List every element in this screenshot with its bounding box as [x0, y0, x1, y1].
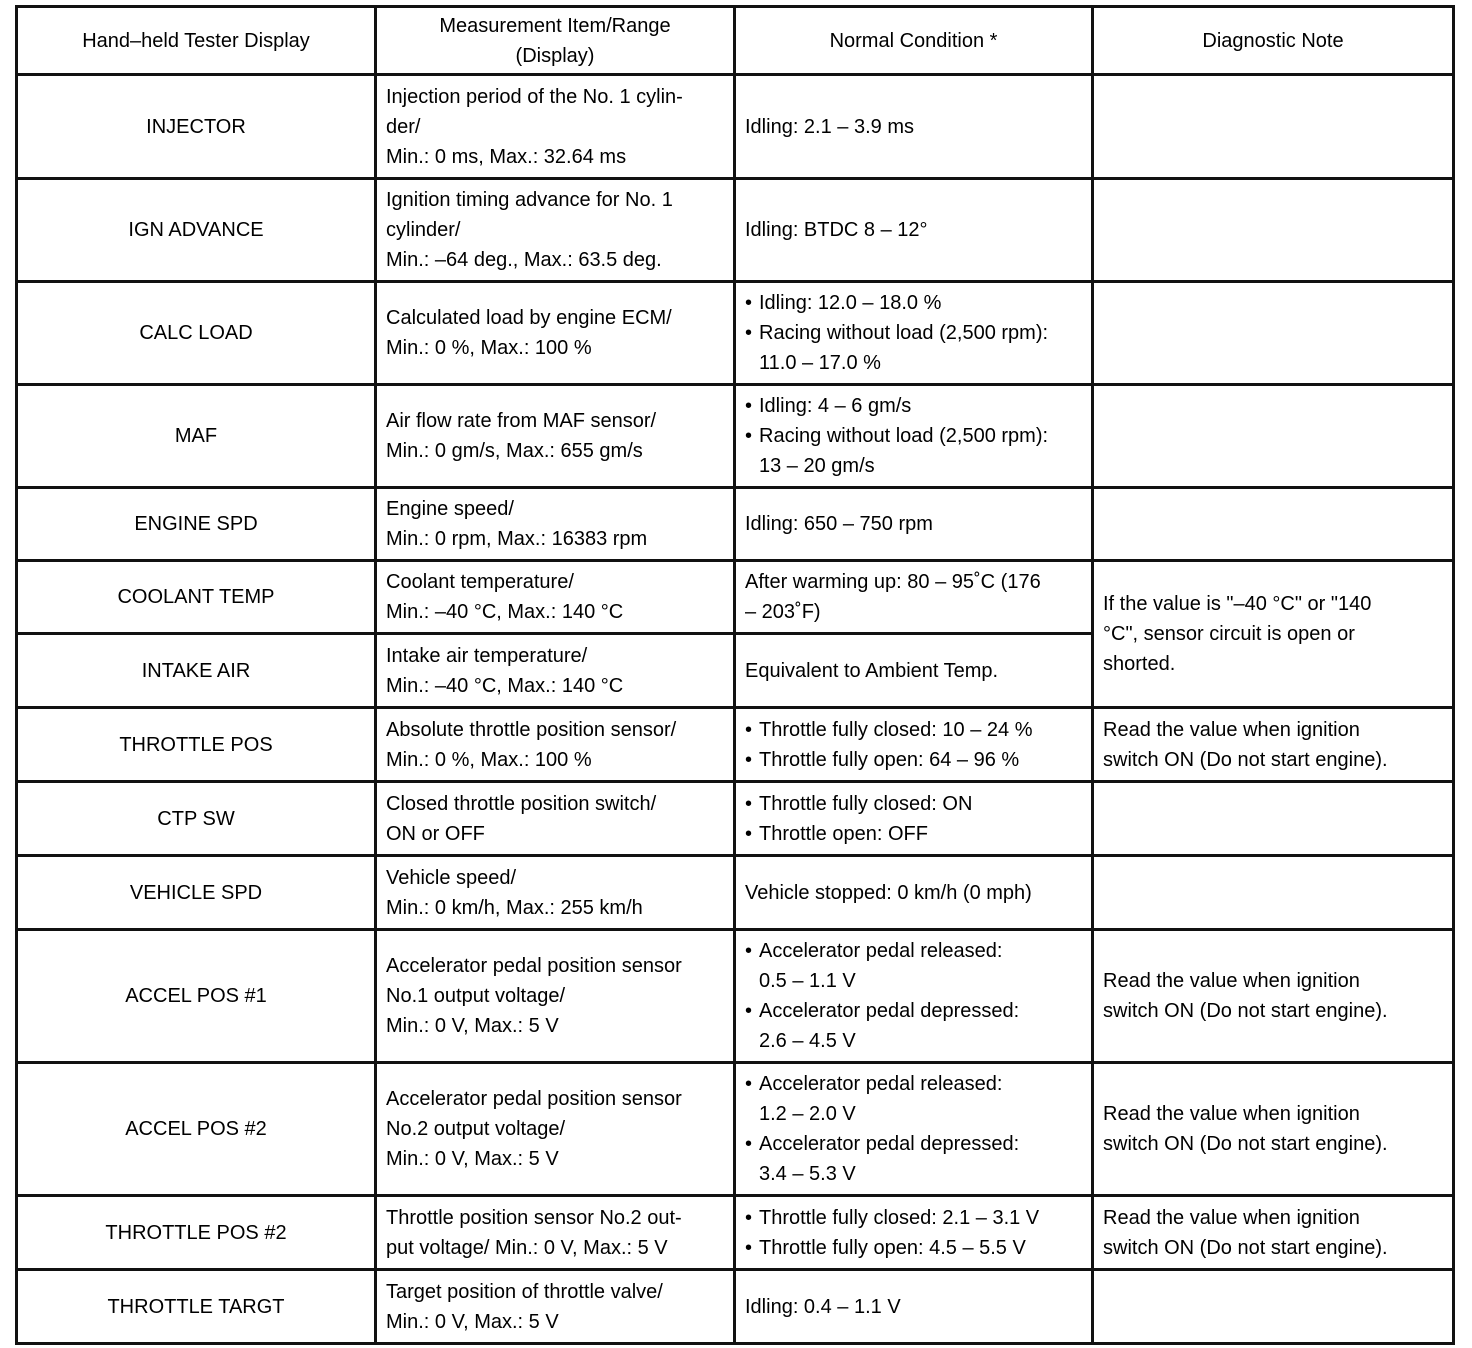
table-row [17, 856, 1454, 930]
range-line: Closed throttle position switch/ [386, 792, 657, 815]
diagnostic-note-cell [1093, 75, 1454, 179]
diagnostic-note-cell [1093, 708, 1454, 782]
bullet-item: • Throttle open: OFF [745, 819, 1082, 849]
diagnostic-note-cell [1093, 179, 1454, 282]
range-line: Min.: 0 km/h, Max.: 255 km/h [386, 896, 643, 919]
normal-condition-cell [735, 708, 1093, 782]
normal-condition-cell [735, 75, 1093, 179]
range-line: Min.: –64 deg., Max.: 63.5 deg. [386, 249, 662, 271]
header-tester-display: Hand–held Tester Display [17, 7, 376, 75]
tester-display-cell: CALC LOAD [17, 282, 376, 385]
measurement-range-cell [376, 782, 735, 856]
table-row [17, 488, 1454, 561]
bullet-item: • Accelerator pedal depressed: [745, 996, 1082, 1026]
range-line: Ignition timing advance for No. 1 [386, 189, 673, 211]
range-line: No.2 output voltage/ [386, 1118, 566, 1140]
range-line: Min.: –40 °C, Max.: 140 °C [386, 601, 624, 623]
diagnostic-note-cell [1093, 488, 1454, 561]
range-line: Min.: 0 V, Max.: 5 V [386, 1310, 559, 1333]
table-row [17, 782, 1454, 856]
note-line: Read the value when ignition [1103, 970, 1360, 992]
range-line: Target position of throttle valve/ [386, 1280, 663, 1303]
diagnostic-note-cell [1093, 282, 1454, 385]
table-row [17, 385, 1454, 488]
range-line: Accelerator pedal position sensor [386, 1088, 682, 1110]
table-row [17, 930, 1454, 1063]
measurement-range-cell [376, 856, 735, 930]
tester-display-cell: VEHICLE SPD [17, 856, 376, 930]
diagnostic-note-cell [1093, 385, 1454, 488]
tester-display-cell: ENGINE SPD [17, 488, 376, 561]
range-line: cylinder/ [386, 219, 461, 241]
bullet-item: • Throttle fully open: 64 – 96 % [745, 745, 1082, 775]
bullet-item: • Accelerator pedal released: [745, 1069, 1082, 1099]
note-line: shorted. [1103, 653, 1176, 675]
tester-display-cell: COOLANT TEMP [17, 561, 376, 634]
note-line: °C", sensor circuit is open or [1103, 623, 1355, 645]
note-line: switch ON (Do not start engine). [1103, 1133, 1388, 1155]
range-line: Air flow rate from MAF sensor/ [386, 410, 657, 432]
diagnostic-note-cell [1093, 1270, 1454, 1344]
bullet-item: • Idling: 12.0 – 18.0 % [745, 288, 1082, 318]
normal-line: Idling: 650 – 750 rpm [745, 513, 933, 535]
measurement-range-cell [376, 488, 735, 561]
range-line: ON or OFF [386, 822, 485, 845]
range-line: Min.: 0 rpm, Max.: 16383 rpm [386, 528, 648, 550]
range-line: No.1 output voltage/ [386, 985, 566, 1007]
table-row [17, 1270, 1454, 1344]
measurement-range-cell [376, 1063, 735, 1196]
measurement-range-cell [376, 385, 735, 488]
tester-display-cell: ACCEL POS #2 [17, 1063, 376, 1196]
note-line: Read the value when ignition [1103, 1206, 1360, 1229]
data-monitor-table [15, 5, 1455, 1345]
measurement-range-cell [376, 75, 735, 179]
range-line: put voltage/ Min.: 0 V, Max.: 5 V [386, 1236, 668, 1259]
diagnostic-note-cell [1093, 1196, 1454, 1270]
bullet-item: • Racing without load (2,500 rpm): [745, 318, 1082, 348]
measurement-range-cell [376, 1196, 735, 1270]
header-row [17, 7, 1454, 75]
range-line: Min.: 0 %, Max.: 100 % [386, 337, 592, 359]
bullet-item: • Accelerator pedal released: [745, 936, 1082, 966]
bullet-item: • Idling: 4 – 6 gm/s [745, 391, 1082, 421]
table-row [17, 708, 1454, 782]
range-line: Coolant temperature/ [386, 571, 574, 593]
range-line: Absolute throttle position sensor/ [386, 718, 677, 741]
note-line: Read the value when ignition [1103, 718, 1360, 741]
note-line: switch ON (Do not start engine). [1103, 1236, 1388, 1259]
range-line: Vehicle speed/ [386, 866, 517, 889]
range-line: Throttle position sensor No.2 out- [386, 1206, 682, 1229]
range-line: Intake air temperature/ [386, 644, 588, 667]
note-line: switch ON (Do not start engine). [1103, 1000, 1388, 1022]
range-line: Min.: 0 gm/s, Max.: 655 gm/s [386, 440, 643, 462]
normal-condition-cell [735, 488, 1093, 561]
range-line: Min.: –40 °C, Max.: 140 °C [386, 674, 624, 697]
normal-line: Idling: 2.1 – 3.9 ms [745, 115, 914, 138]
tester-display-cell: THROTTLE POS [17, 708, 376, 782]
normal-condition-cell [735, 385, 1093, 488]
normal-condition-cell [735, 634, 1093, 708]
bullet-item: • Throttle fully open: 4.5 – 5.5 V [745, 1233, 1082, 1263]
header-range-line: Measurement Item/Range [439, 14, 671, 37]
bullet-continuation: 11.0 – 17.0 % [759, 352, 881, 374]
range-line: der/ [386, 115, 421, 138]
normal-condition-cell [735, 1196, 1093, 1270]
range-line: Calculated load by engine ECM/ [386, 307, 672, 329]
tester-display-cell: INJECTOR [17, 75, 376, 179]
table-row [17, 75, 1454, 179]
table-row [17, 1063, 1454, 1196]
bullet-item: • Throttle fully closed: ON [745, 789, 1082, 819]
measurement-range-cell [376, 179, 735, 282]
table-row [17, 282, 1454, 385]
header-diagnostic-note: Diagnostic Note [1093, 7, 1454, 75]
normal-condition-cell [735, 1063, 1093, 1196]
normal-condition-cell [735, 561, 1093, 634]
diagnostic-note-cell [1093, 561, 1454, 708]
bullet-item: • Throttle fully closed: 2.1 – 3.1 V [745, 1203, 1082, 1233]
bullet-continuation: 1.2 – 2.0 V [759, 1103, 856, 1125]
measurement-range-cell [376, 708, 735, 782]
note-line: Read the value when ignition [1103, 1103, 1360, 1125]
bullet-item: • Throttle fully closed: 10 – 24 % [745, 715, 1082, 745]
diagnostic-note-cell [1093, 1063, 1454, 1196]
table-row [17, 1196, 1454, 1270]
normal-line: Equivalent to Ambient Temp. [745, 659, 999, 682]
normal-line: Vehicle stopped: 0 km/h (0 mph) [745, 881, 1032, 904]
range-line: Min.: 0 ms, Max.: 32.64 ms [386, 145, 627, 168]
tester-display-cell: ACCEL POS #1 [17, 930, 376, 1063]
header-range-line: (Display) [515, 44, 595, 67]
bullet-item: • Racing without load (2,500 rpm): [745, 421, 1082, 451]
range-line: Min.: 0 %, Max.: 100 % [386, 748, 592, 771]
normal-condition-cell [735, 930, 1093, 1063]
header-normal-condition: Normal Condition * [735, 7, 1093, 75]
measurement-range-cell [376, 634, 735, 708]
range-line: Injection period of the No. 1 cylin- [386, 85, 683, 108]
bullet-continuation: 3.4 – 5.3 V [759, 1163, 856, 1185]
note-line: If the value is "–40 °C" or "140 [1103, 593, 1372, 615]
tester-display-cell: INTAKE AIR [17, 634, 376, 708]
range-line: Accelerator pedal position sensor [386, 955, 682, 977]
normal-condition-cell [735, 856, 1093, 930]
range-line: Min.: 0 V, Max.: 5 V [386, 1148, 559, 1170]
normal-line: Idling: 0.4 – 1.1 V [745, 1295, 901, 1318]
measurement-range-cell [376, 1270, 735, 1344]
measurement-range-cell [376, 282, 735, 385]
header-measurement-range [376, 7, 735, 75]
tester-display-cell: IGN ADVANCE [17, 179, 376, 282]
bullet-item: • Accelerator pedal depressed: [745, 1129, 1082, 1159]
diagnostic-note-cell [1093, 856, 1454, 930]
diagnostic-note-cell [1093, 930, 1454, 1063]
measurement-range-cell [376, 561, 735, 634]
normal-line: After warming up: 80 – 95˚C (176 [745, 571, 1041, 593]
normal-condition-cell [735, 179, 1093, 282]
bullet-continuation: 13 – 20 gm/s [759, 455, 875, 477]
measurement-range-cell [376, 930, 735, 1063]
tester-display-cell: CTP SW [17, 782, 376, 856]
range-line: Min.: 0 V, Max.: 5 V [386, 1015, 559, 1037]
tester-display-cell: THROTTLE TARGT [17, 1270, 376, 1344]
normal-line: Idling: BTDC 8 – 12° [745, 219, 928, 241]
diagnostic-note-cell [1093, 782, 1454, 856]
tester-display-cell: THROTTLE POS #2 [17, 1196, 376, 1270]
normal-condition-cell [735, 782, 1093, 856]
bullet-continuation: 0.5 – 1.1 V [759, 970, 856, 992]
range-line: Engine speed/ [386, 498, 514, 520]
note-line: switch ON (Do not start engine). [1103, 748, 1388, 771]
normal-condition-cell [735, 1270, 1093, 1344]
normal-line: – 203˚F) [745, 601, 821, 623]
tester-display-cell: MAF [17, 385, 376, 488]
bullet-continuation: 2.6 – 4.5 V [759, 1030, 856, 1052]
table-row [17, 561, 1454, 634]
normal-condition-cell [735, 282, 1093, 385]
table-row [17, 179, 1454, 282]
